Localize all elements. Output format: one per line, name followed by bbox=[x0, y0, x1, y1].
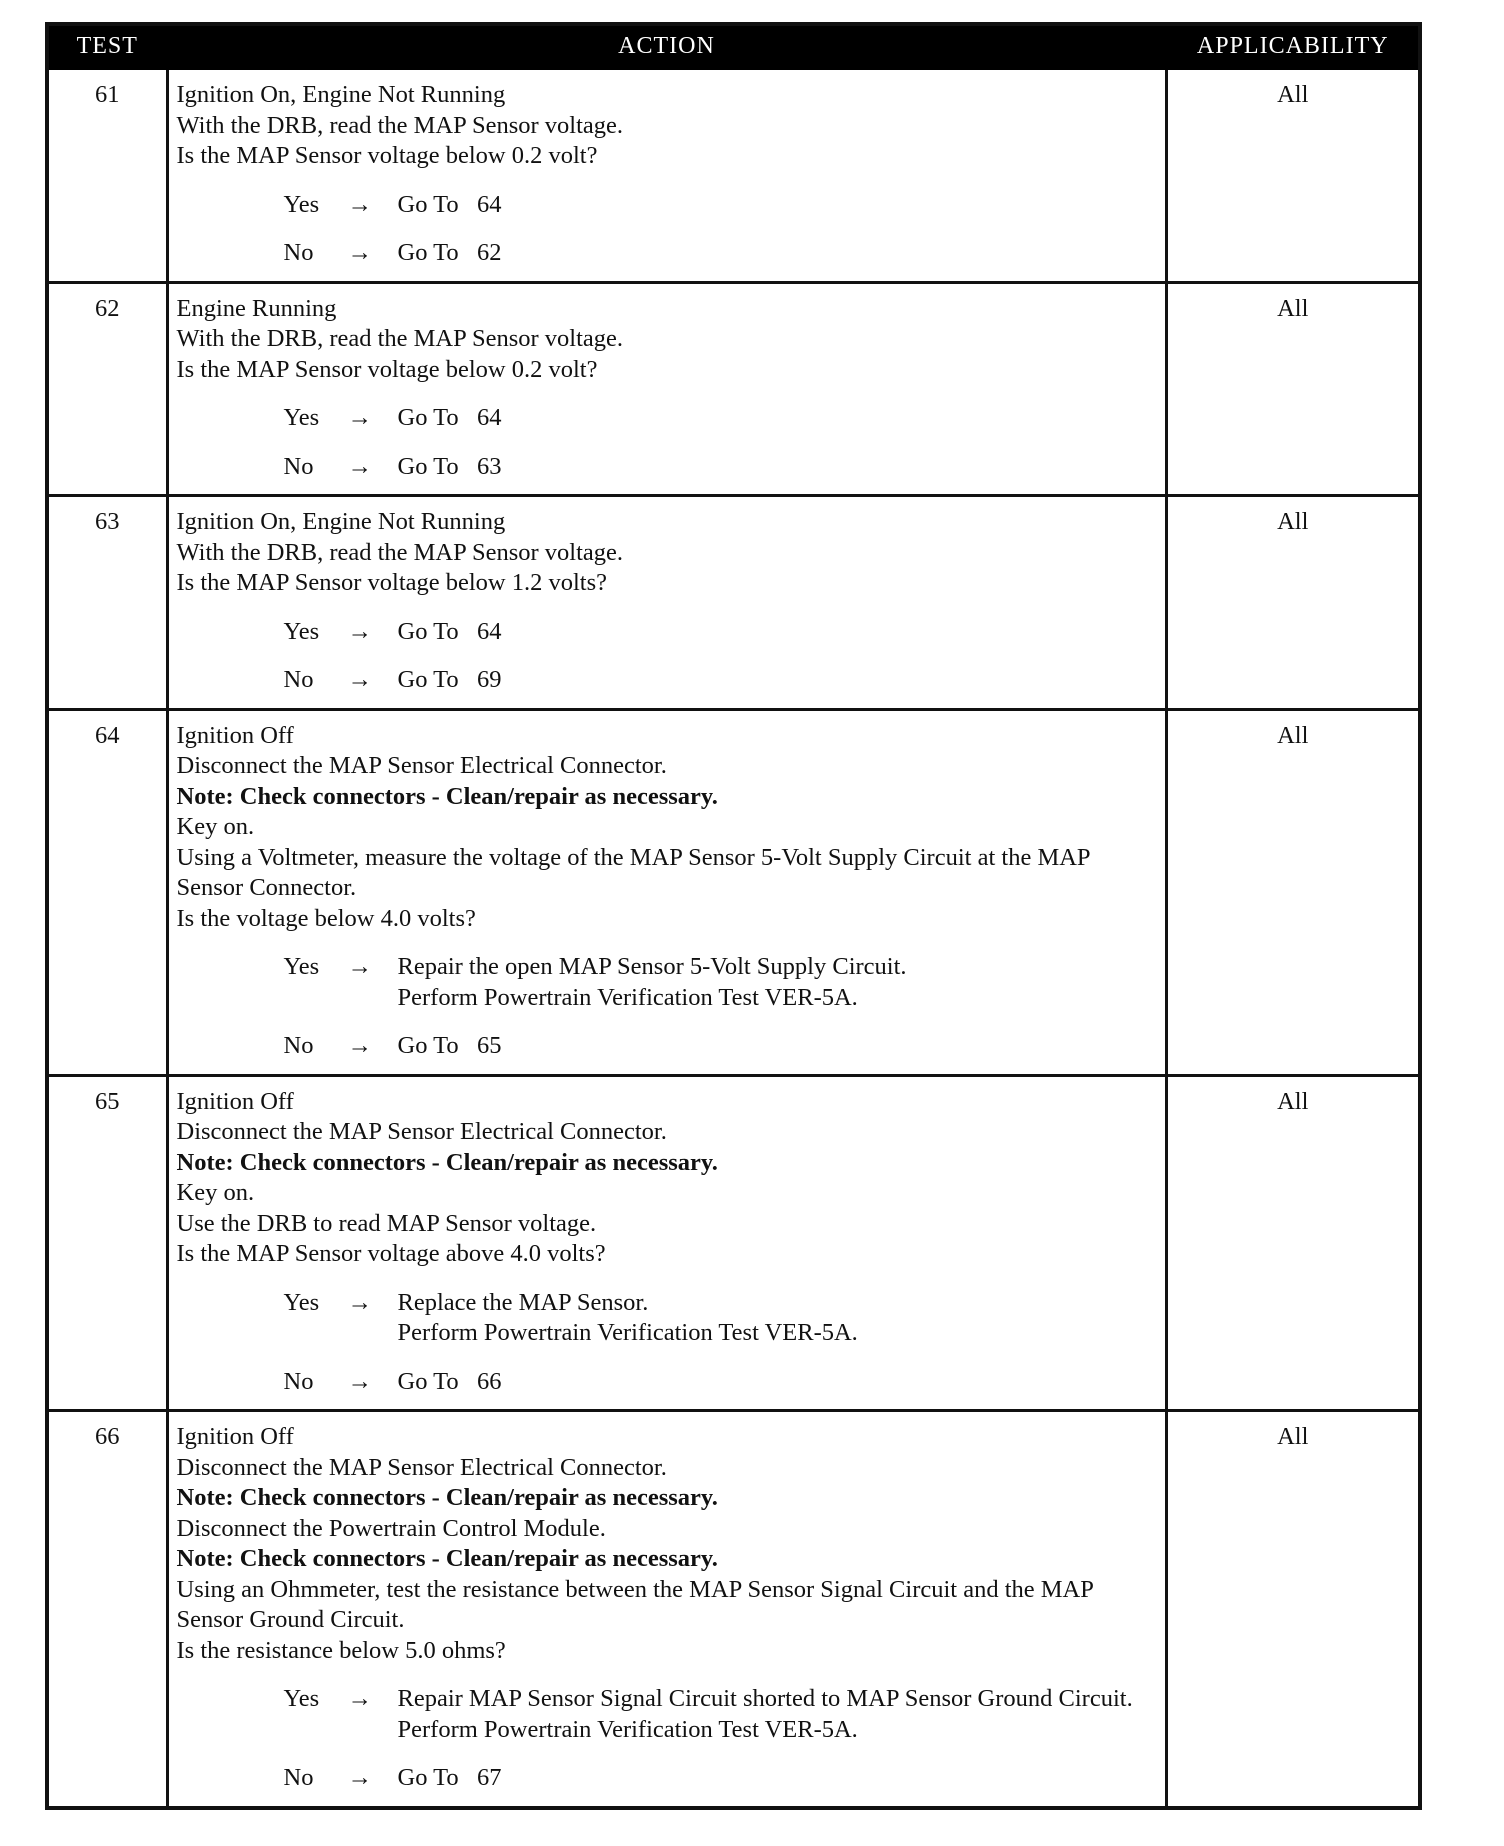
action-note: Note: Check connectors - Clean/repair as necessary. bbox=[176, 1484, 718, 1511]
action-cell bbox=[167, 1411, 1166, 1808]
arrow-right-icon: → bbox=[347, 666, 372, 693]
outcome-no bbox=[284, 665, 1157, 696]
header-action: ACTION bbox=[167, 24, 1166, 69]
outcome-result bbox=[398, 403, 1157, 434]
applicability-value: All bbox=[1166, 496, 1420, 710]
action-step: Using a Voltmeter, measure the voltage of the MAP Sensor 5-Volt Supply Circuit at the MAP Sensor Connector. bbox=[176, 843, 1090, 901]
outcome-answer: Yes bbox=[283, 404, 320, 431]
action-step: Key on. bbox=[176, 1179, 255, 1206]
outcome-result bbox=[398, 238, 1157, 269]
arrow-right-icon: → bbox=[347, 1288, 372, 1316]
outcomes bbox=[177, 1288, 1157, 1398]
result-line: Go To 64 bbox=[397, 617, 502, 645]
action-step: Disconnect the MAP Sensor Electrical Connector. bbox=[176, 1118, 667, 1145]
action-note: Note: Check connectors - Clean/repair as necessary. bbox=[176, 782, 718, 810]
action-cell bbox=[167, 1075, 1166, 1411]
action-note: Note: Check connectors - Clean/repair as necessary. bbox=[176, 1545, 718, 1572]
outcome-result bbox=[398, 1367, 1157, 1398]
result-line: Perform Powertrain Verification Test VER-5A. bbox=[397, 983, 858, 1011]
action-step: Is the resistance below 5.0 ohms? bbox=[176, 1636, 506, 1664]
result-line: Replace the MAP Sensor. bbox=[397, 1288, 649, 1316]
outcome-result bbox=[398, 452, 1157, 483]
action-step: Use the DRB to read MAP Sensor voltage. bbox=[176, 1209, 597, 1237]
arrow-right-icon: → bbox=[347, 452, 372, 480]
header-test: TEST bbox=[47, 24, 167, 69]
arrow-right-icon: → bbox=[347, 1764, 372, 1791]
action-step: Key on. bbox=[176, 813, 255, 840]
action-step: Ignition Off bbox=[176, 1087, 294, 1115]
outcome-yes bbox=[284, 1684, 1157, 1745]
table-body bbox=[47, 69, 1420, 1808]
outcome-yes bbox=[284, 403, 1157, 434]
outcome-yes bbox=[284, 952, 1157, 1013]
arrow-right-icon: → bbox=[347, 1032, 372, 1059]
table-row bbox=[47, 496, 1420, 710]
outcomes bbox=[177, 1684, 1157, 1794]
arrow-right-icon: → bbox=[347, 239, 372, 266]
result-line: Go To 64 bbox=[397, 404, 502, 431]
outcomes bbox=[177, 952, 1157, 1062]
result-line: Perform Powertrain Verification Test VER-5A. bbox=[397, 1319, 858, 1346]
applicability-value: All bbox=[1166, 1075, 1420, 1411]
arrow-right-icon: → bbox=[347, 1685, 372, 1712]
action-step: Is the MAP Sensor voltage below 0.2 volt? bbox=[176, 355, 598, 383]
outcome-answer: No bbox=[283, 1764, 314, 1791]
outcomes bbox=[177, 617, 1157, 696]
action-step: Is the MAP Sensor voltage above 4.0 volts? bbox=[176, 1240, 606, 1267]
outcome-answer: No bbox=[283, 1032, 314, 1059]
action-step: Ignition On, Engine Not Running bbox=[176, 508, 506, 535]
outcome-result bbox=[398, 1031, 1157, 1062]
action-step: Is the MAP Sensor voltage below 1.2 volts? bbox=[176, 569, 608, 596]
test-number: 65 bbox=[47, 1075, 167, 1411]
table-header-row bbox=[47, 24, 1420, 69]
action-step: Disconnect the MAP Sensor Electrical Connector. bbox=[176, 752, 667, 779]
outcome-answer: Yes bbox=[283, 190, 320, 218]
action-step: Is the voltage below 4.0 volts? bbox=[176, 904, 476, 932]
outcome-no bbox=[284, 238, 1157, 269]
outcome-no bbox=[284, 1367, 1157, 1398]
table-row bbox=[47, 1075, 1420, 1411]
action-step: Disconnect the Powertrain Control Module. bbox=[176, 1514, 606, 1542]
arrow-right-icon: → bbox=[347, 617, 372, 645]
diagnostic-table bbox=[45, 22, 1422, 1810]
result-line: Go To 66 bbox=[397, 1367, 502, 1395]
applicability-value: All bbox=[1166, 69, 1420, 283]
applicability-value: All bbox=[1166, 1411, 1420, 1808]
outcome-result bbox=[398, 190, 1157, 221]
action-step: Using an Ohmmeter, test the resistance between the MAP Sensor Signal Circuit and the MAP Sensor Ground Circuit. bbox=[176, 1575, 1093, 1633]
action-note: Note: Check connectors - Clean/repair as necessary. bbox=[176, 1148, 718, 1176]
table-row bbox=[47, 709, 1420, 1075]
outcome-answer: Yes bbox=[283, 1685, 320, 1712]
result-line: Go To 63 bbox=[397, 452, 502, 480]
action-step: Ignition On, Engine Not Running bbox=[176, 81, 506, 108]
action-step: With the DRB, read the MAP Sensor voltage. bbox=[176, 325, 624, 352]
result-line: Perform Powertrain Verification Test VER-5A. bbox=[397, 1715, 858, 1743]
outcome-yes bbox=[284, 190, 1157, 221]
action-step: Is the MAP Sensor voltage below 0.2 volt? bbox=[176, 142, 598, 169]
outcome-result bbox=[398, 1288, 1157, 1349]
result-line: Go To 62 bbox=[397, 239, 502, 266]
test-number: 63 bbox=[47, 496, 167, 710]
outcome-no bbox=[284, 1031, 1157, 1062]
test-number: 66 bbox=[47, 1411, 167, 1808]
action-step: Disconnect the MAP Sensor Electrical Connector. bbox=[176, 1453, 667, 1481]
action-cell bbox=[167, 69, 1166, 283]
test-number: 64 bbox=[47, 709, 167, 1075]
outcome-no bbox=[284, 452, 1157, 483]
result-line: Go To 65 bbox=[397, 1032, 502, 1059]
outcome-answer: Yes bbox=[283, 1288, 320, 1316]
outcome-result bbox=[398, 617, 1157, 648]
action-step: With the DRB, read the MAP Sensor voltage. bbox=[176, 111, 624, 139]
test-number: 62 bbox=[47, 282, 167, 496]
applicability-value: All bbox=[1166, 709, 1420, 1075]
outcome-result bbox=[398, 665, 1157, 696]
action-step: Ignition Off bbox=[176, 1423, 294, 1450]
applicability-value: All bbox=[1166, 282, 1420, 496]
outcome-result bbox=[398, 952, 1157, 1013]
outcome-result bbox=[398, 1763, 1157, 1794]
outcome-answer: No bbox=[283, 239, 314, 266]
arrow-right-icon: → bbox=[347, 953, 372, 980]
outcome-yes bbox=[284, 617, 1157, 648]
result-line: Repair MAP Sensor Signal Circuit shorted to MAP Sensor Ground Circuit. bbox=[397, 1685, 1133, 1712]
arrow-right-icon: → bbox=[347, 1367, 372, 1395]
action-cell bbox=[167, 496, 1166, 710]
action-step: Engine Running bbox=[176, 294, 337, 322]
action-step: Ignition Off bbox=[176, 721, 294, 749]
test-number: 61 bbox=[47, 69, 167, 283]
header-applicability: APPLICABILITY bbox=[1166, 24, 1420, 69]
action-cell bbox=[167, 709, 1166, 1075]
outcome-answer: No bbox=[283, 452, 314, 480]
result-line: Go To 64 bbox=[397, 190, 502, 218]
arrow-right-icon: → bbox=[347, 404, 372, 431]
outcomes bbox=[177, 190, 1157, 269]
outcome-answer: No bbox=[283, 666, 314, 693]
outcome-answer: Yes bbox=[283, 617, 320, 645]
arrow-right-icon: → bbox=[347, 190, 372, 218]
outcome-yes bbox=[284, 1288, 1157, 1349]
outcome-answer: Yes bbox=[283, 953, 320, 980]
action-step: With the DRB, read the MAP Sensor voltage. bbox=[176, 538, 624, 566]
result-line: Go To 67 bbox=[397, 1764, 502, 1791]
outcome-answer: No bbox=[283, 1367, 314, 1395]
table-row bbox=[47, 69, 1420, 283]
table-row bbox=[47, 282, 1420, 496]
outcome-result bbox=[398, 1684, 1157, 1745]
outcome-no bbox=[284, 1763, 1157, 1794]
result-line: Repair the open MAP Sensor 5-Volt Supply Circuit. bbox=[397, 953, 907, 980]
table-row bbox=[47, 1411, 1420, 1808]
result-line: Go To 69 bbox=[397, 666, 502, 693]
outcomes bbox=[177, 403, 1157, 482]
action-cell bbox=[167, 282, 1166, 496]
